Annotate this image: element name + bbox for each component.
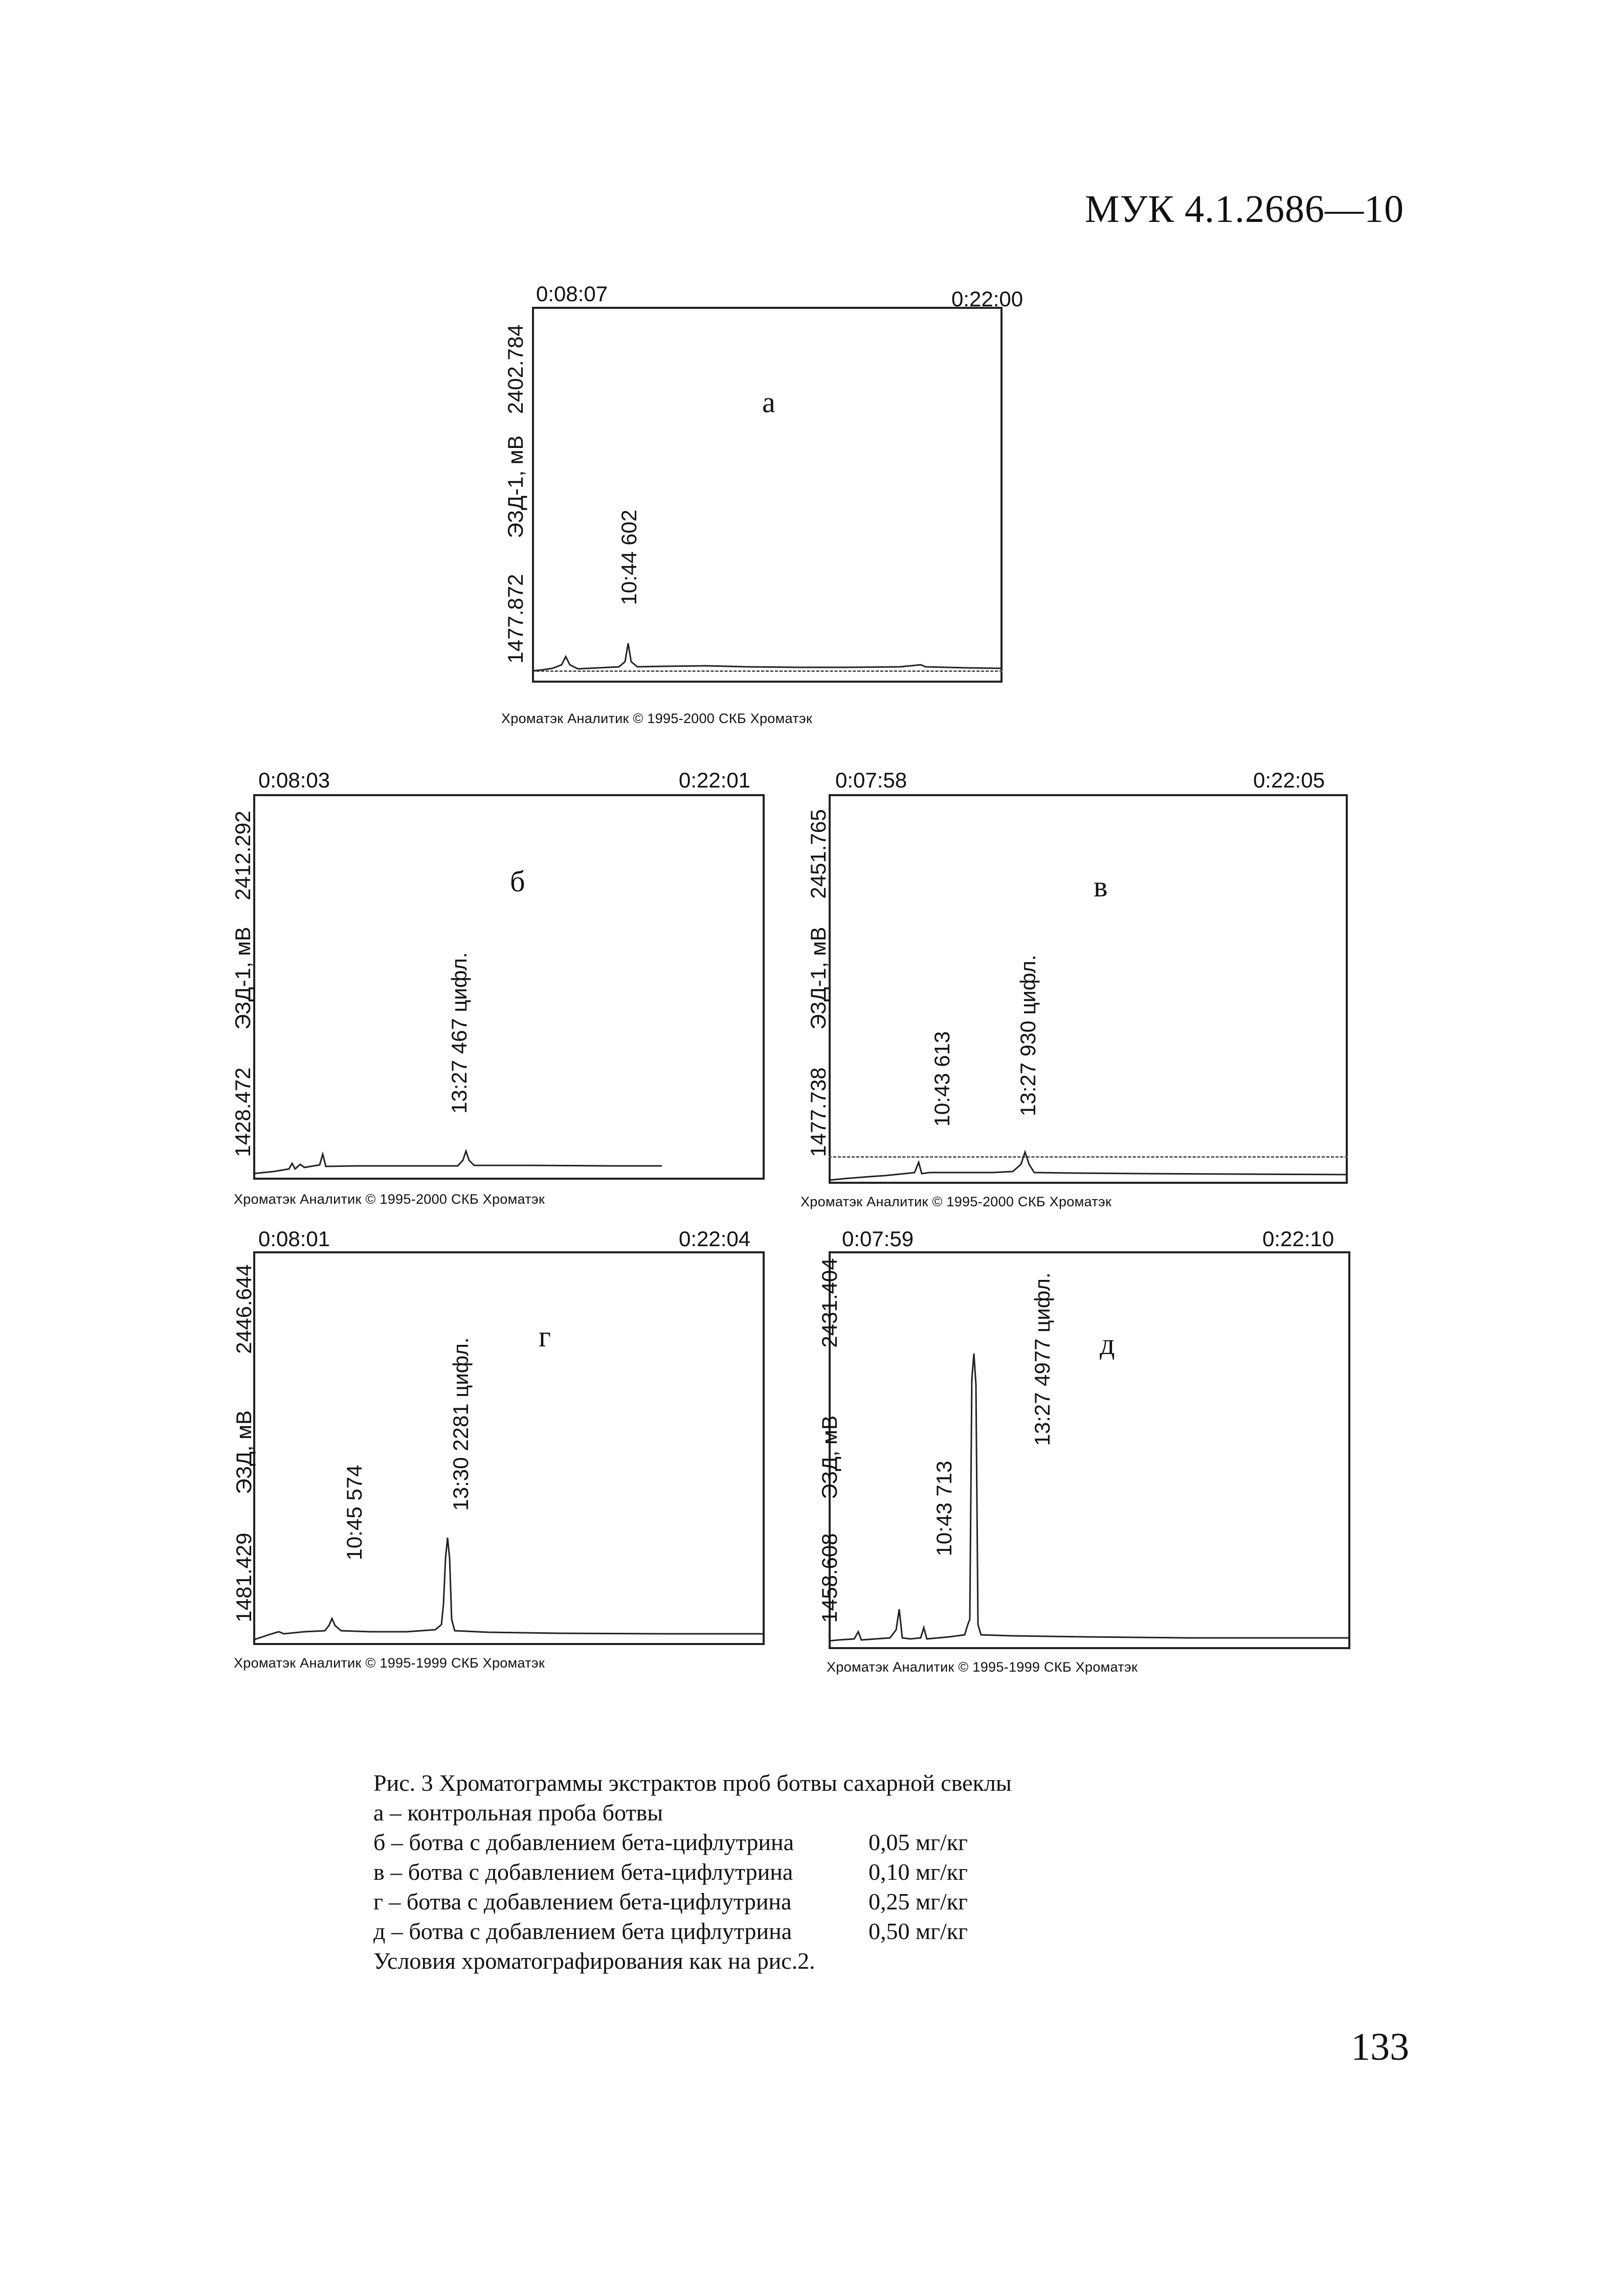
- chromatogram-d: [808, 1222, 1396, 1677]
- y-min-label: 1428.472: [231, 1067, 255, 1157]
- figure-caption: [373, 1768, 1012, 1976]
- peak-label-2: 13:27 930 цифл.: [1016, 955, 1040, 1116]
- y-max-label: 2402.784: [503, 324, 527, 414]
- chromatogram-footer: Хроматэк Аналитик © 1995-1999 СКБ Хроматэк: [827, 1659, 1138, 1675]
- time-end: 0:22:01: [679, 768, 751, 792]
- caption-item-desc: б – ботва с добавлением бета-цифлутрина: [373, 1829, 794, 1855]
- caption-item-desc: д – ботва с добавлением бета цифлутрина: [373, 1918, 792, 1944]
- caption-item-g: [373, 1887, 1012, 1917]
- y-max-label: 2431.404: [817, 1258, 841, 1348]
- page-number: 133: [1351, 2025, 1409, 2068]
- chromatogram-trace: [829, 1251, 1350, 1649]
- chromatogram-b: [233, 764, 821, 1220]
- detector-label: ЭЗД-1, мВ: [806, 927, 830, 1030]
- y-min-label: 1481.429: [232, 1533, 256, 1623]
- caption-item-a: [373, 1798, 1012, 1828]
- peak-label-1: 10:43 613: [930, 1031, 954, 1127]
- detector-label: ЭЗД-1, мВ: [231, 927, 255, 1030]
- chromatogram-trace: [532, 307, 1003, 683]
- chromatogram-g: [233, 1222, 821, 1677]
- peak-label-2: 13:30 2281 цифл.: [449, 1337, 473, 1511]
- y-min-label: 1458.608: [817, 1533, 841, 1623]
- chromatogram-footer: Хроматэк Аналитик © 1995-1999 СКБ Хроматэк: [234, 1655, 545, 1671]
- caption-item-desc: а – контрольная проба ботвы: [373, 1799, 663, 1826]
- panel-letter: г: [539, 1320, 551, 1353]
- caption-item-v: [373, 1857, 1012, 1887]
- time-start: 0:07:59: [842, 1227, 914, 1251]
- caption-item-conc: 0,05 мг/кг: [869, 1829, 968, 1855]
- y-max-label: 2412.292: [231, 811, 255, 901]
- caption-item-conc: 0,10 мг/кг: [869, 1859, 968, 1885]
- time-start: 0:08:01: [258, 1227, 330, 1251]
- chromatogram-v: [800, 764, 1396, 1220]
- caption-item-d: [373, 1917, 1012, 1946]
- y-min-label: 1477.872: [503, 574, 527, 664]
- panel-letter: б: [510, 865, 525, 898]
- peak-label: 13:27 467 цифл.: [447, 952, 471, 1114]
- panel-letter: а: [762, 386, 775, 419]
- detector-label: ЭЗД-1, мВ: [503, 435, 527, 538]
- time-end: 0:22:04: [679, 1227, 751, 1251]
- panel-letter: д: [1100, 1327, 1115, 1361]
- caption-item-desc: в – ботва с добавлением бета-цифлутрина: [373, 1859, 793, 1885]
- caption-item-conc: 0,25 мг/кг: [869, 1888, 968, 1915]
- time-start: 0:08:07: [536, 282, 608, 306]
- peak-label-1: 10:45 574: [342, 1465, 366, 1561]
- time-end: 0:22:00: [951, 287, 1024, 311]
- caption-title: Рис. 3 Хроматограммы экстрактов проб ботвы сахарной свеклы: [373, 1770, 1012, 1796]
- chromatogram-trace: [253, 794, 765, 1180]
- y-min-label: 1477.738: [806, 1067, 830, 1157]
- peak-label: 10:44 602: [617, 509, 641, 605]
- detector-label: ЭЗД, мВ: [232, 1410, 256, 1494]
- time-end: 0:22:05: [1253, 768, 1325, 792]
- caption-note: Условия хроматографирования как на рис.2.: [373, 1948, 815, 1974]
- caption-item-b: [373, 1828, 1012, 1857]
- peak-label-1: 10:43 713: [932, 1460, 956, 1557]
- chromatogram-footer: Хроматэк Аналитик © 1995-2000 СКБ Хроматэк: [234, 1191, 545, 1207]
- chromatogram-a: [460, 281, 1049, 741]
- time-start: 0:07:58: [835, 768, 907, 792]
- y-max-label: 2451.765: [806, 809, 830, 899]
- caption-item-conc: 0,50 мг/кг: [869, 1918, 968, 1944]
- caption-item-desc: г – ботва с добавлением бета-цифлутрина: [373, 1888, 792, 1915]
- chromatogram-trace: [829, 794, 1348, 1184]
- chromatogram-footer: Хроматэк Аналитик © 1995-2000 СКБ Хроматэк: [501, 711, 813, 726]
- chromatogram-footer: Хроматэк Аналитик © 1995-2000 СКБ Хроматэк: [800, 1194, 1112, 1209]
- chromatogram-trace: [253, 1251, 765, 1645]
- y-max-label: 2446.644: [232, 1264, 256, 1354]
- peak-label-2: 13:27 4977 цифл.: [1030, 1272, 1054, 1446]
- detector-label: ЭЗД, мВ: [817, 1415, 841, 1499]
- panel-letter: в: [1094, 870, 1108, 903]
- time-end: 0:22:10: [1262, 1227, 1334, 1251]
- time-start: 0:08:03: [258, 768, 330, 792]
- document-code: МУК 4.1.2686—10: [1084, 188, 1404, 231]
